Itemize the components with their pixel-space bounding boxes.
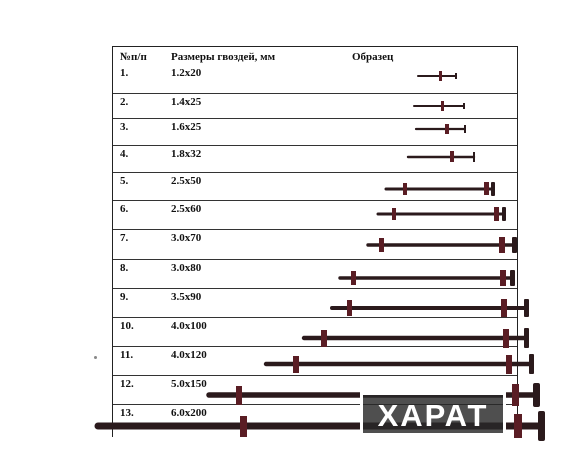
nail-sample [378, 207, 506, 221]
nail-sample [414, 101, 465, 111]
nail-sample [340, 270, 515, 286]
nail-sample [368, 237, 517, 253]
nail-sample [416, 124, 466, 134]
row-number: 8. [120, 262, 129, 274]
row-size: 2.5x50 [171, 175, 202, 187]
nail-sample [408, 151, 475, 162]
row-size: 3.0x80 [171, 262, 202, 274]
row-size: 1.2x20 [171, 67, 202, 79]
nail-sample [386, 182, 495, 196]
row-size: 3.0x70 [171, 232, 202, 244]
row-size: 1.6x25 [171, 121, 202, 133]
column-header-sample: Образец [352, 51, 394, 63]
row-number: 4. [120, 148, 129, 160]
row-number: 3. [120, 121, 129, 133]
row-number: 7. [120, 232, 129, 244]
row-size: 6.0x200 [171, 407, 207, 419]
nail-sample [418, 71, 457, 81]
nail-sample [266, 354, 534, 374]
speck [94, 356, 97, 359]
row-size: 1.4x25 [171, 96, 202, 108]
row-number: 5. [120, 175, 129, 187]
row-size: 1.8x32 [171, 148, 202, 160]
watermark-logo [360, 392, 506, 436]
row-number: 12. [120, 378, 134, 390]
row-number: 2. [120, 96, 129, 108]
row-size: 4.0x120 [171, 349, 207, 361]
row-number: 6. [120, 203, 129, 215]
nail-sample [332, 299, 529, 317]
column-header-size: Размеры гвоздей, мм [171, 51, 276, 63]
row-size: 5.0x150 [171, 378, 207, 390]
row-number: 10. [120, 320, 134, 332]
row-size: 4.0x100 [171, 320, 207, 332]
row-number: 1. [120, 67, 129, 79]
column-header-number: №п/п [120, 51, 147, 63]
row-number: 13. [120, 407, 134, 419]
row-number: 11. [120, 349, 134, 361]
row-number: 9. [120, 291, 129, 303]
watermark-text: ХАРАТ [377, 398, 489, 433]
row-size: 2.5x60 [171, 203, 202, 215]
row-size: 3.5x90 [171, 291, 202, 303]
nail-sample [304, 328, 529, 348]
